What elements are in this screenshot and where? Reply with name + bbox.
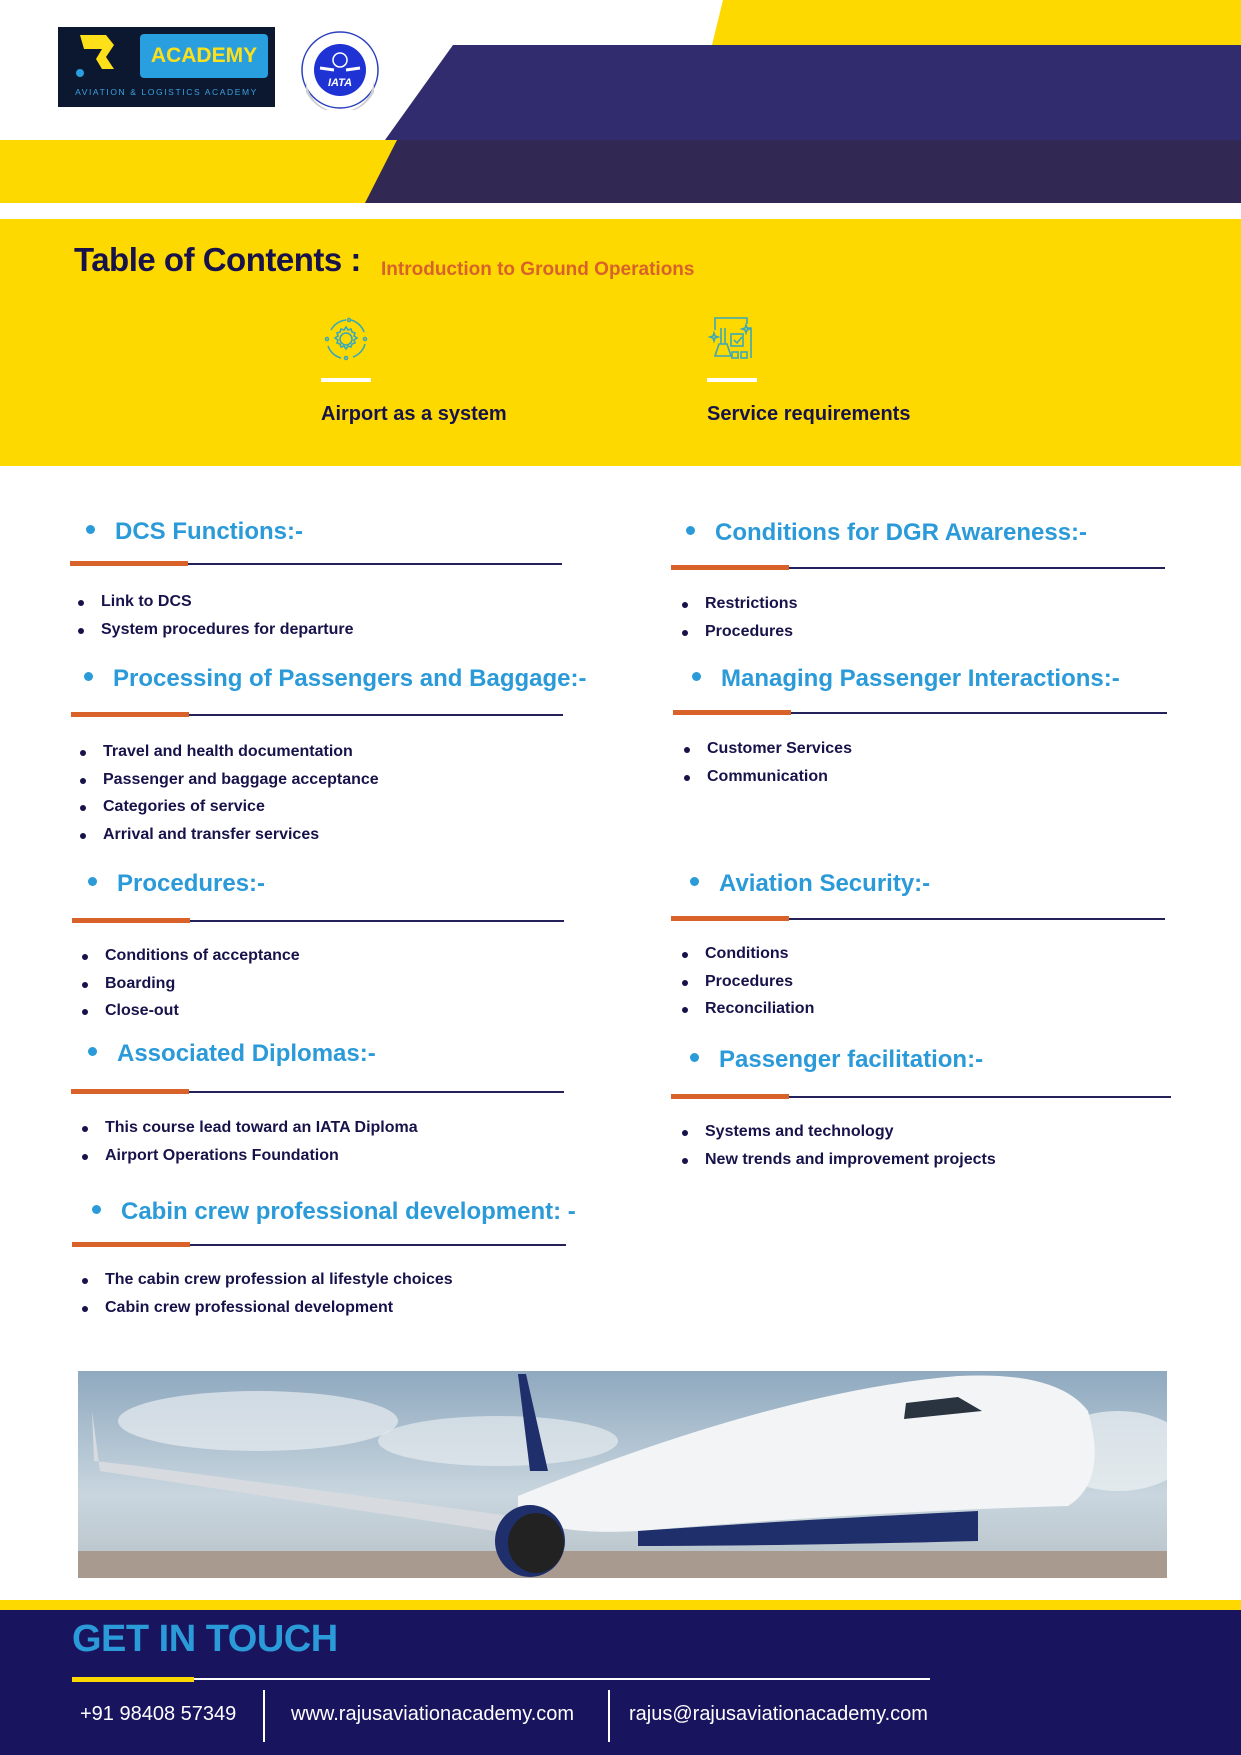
list-item: Systems and technology bbox=[682, 1118, 996, 1146]
email-link[interactable]: rajus@rajusaviationacademy.com bbox=[629, 1703, 928, 1725]
list-item: Conditions of acceptance bbox=[82, 942, 300, 970]
section-list-cabin-crew bbox=[82, 1266, 453, 1321]
section-list-procedures bbox=[82, 942, 300, 1025]
service-checklist-icon bbox=[707, 314, 757, 364]
list-item: System procedures for departure bbox=[78, 616, 354, 644]
section-rule bbox=[671, 1096, 1171, 1098]
section-list-interactions bbox=[684, 735, 852, 790]
section-list-diplomas bbox=[82, 1114, 418, 1169]
feature-label: Airport as a system bbox=[321, 403, 507, 425]
list-item: Procedures bbox=[682, 618, 797, 646]
section-rule bbox=[673, 712, 1167, 714]
section-rule bbox=[72, 920, 564, 922]
academy-label: ACADEMY bbox=[140, 34, 268, 78]
list-item: Categories of service bbox=[80, 793, 379, 821]
footer-heading: GET IN TOUCH bbox=[72, 1618, 338, 1660]
section-heading-procedures: Procedures:- bbox=[88, 870, 265, 898]
r-logo-icon bbox=[76, 35, 116, 79]
bullet-icon bbox=[84, 672, 93, 681]
section-list-security bbox=[682, 940, 814, 1023]
course-subtitle: Introduction to Ground Operations bbox=[381, 259, 695, 280]
airplane-image-icon bbox=[78, 1371, 1167, 1578]
section-heading-dgr: Conditions for DGR Awareness:- bbox=[686, 519, 1087, 547]
list-item: Close-out bbox=[82, 997, 300, 1025]
bullet-icon bbox=[690, 877, 699, 886]
feature-service-requirements bbox=[707, 314, 910, 426]
section-list-processing bbox=[80, 738, 379, 848]
section-heading-processing: Processing of Passengers and Baggage:- bbox=[84, 665, 586, 693]
footer-divider bbox=[263, 1690, 265, 1742]
page-title: Table of Contents : bbox=[74, 241, 361, 278]
list-item: This course lead toward an IATA Diploma bbox=[82, 1114, 418, 1142]
bullet-icon bbox=[86, 525, 95, 534]
section-rule bbox=[70, 563, 562, 565]
bullet-icon bbox=[88, 877, 97, 886]
bullet-icon bbox=[88, 1047, 97, 1056]
academy-logo bbox=[58, 27, 275, 107]
bullet-icon bbox=[92, 1205, 101, 1214]
section-rule bbox=[71, 714, 563, 716]
list-item: The cabin crew profession al lifestyle choices bbox=[82, 1266, 453, 1294]
section-rule bbox=[72, 1244, 566, 1246]
list-item: Airport Operations Foundation bbox=[82, 1142, 418, 1170]
list-item: Boarding bbox=[82, 970, 300, 998]
feature-underline bbox=[321, 378, 371, 382]
list-item: Restrictions bbox=[682, 590, 797, 618]
aircraft-photo bbox=[78, 1371, 1167, 1578]
footer-divider bbox=[608, 1690, 610, 1742]
list-item: Travel and health documentation bbox=[80, 738, 379, 766]
list-item: Conditions bbox=[682, 940, 814, 968]
section-rule bbox=[71, 1091, 564, 1093]
phone-link[interactable]: +91 98408 57349 bbox=[80, 1703, 237, 1725]
section-heading-cabin-crew: Cabin crew professional development: - bbox=[92, 1198, 576, 1226]
section-heading-interactions: Managing Passenger Interactions:- bbox=[692, 665, 1120, 693]
section-rule bbox=[671, 567, 1165, 569]
list-item: Customer Services bbox=[684, 735, 852, 763]
list-item: Procedures bbox=[682, 968, 814, 996]
iata-label: IATA bbox=[327, 77, 353, 89]
section-list-dcs bbox=[78, 588, 354, 643]
gear-cycle-icon bbox=[321, 314, 371, 364]
bullet-icon bbox=[690, 1053, 699, 1062]
section-heading-security: Aviation Security:- bbox=[690, 870, 930, 898]
list-item: Arrival and transfer services bbox=[80, 821, 379, 849]
section-list-facilitation bbox=[682, 1118, 996, 1173]
list-item: Passenger and baggage acceptance bbox=[80, 766, 379, 794]
feature-airport-system bbox=[321, 314, 507, 426]
academy-tagline: AVIATION & LOGISTICS ACADEMY bbox=[75, 87, 258, 97]
footer-rule bbox=[72, 1678, 930, 1680]
section-heading-dcs: DCS Functions:- bbox=[86, 518, 303, 546]
list-item: New trends and improvement projects bbox=[682, 1146, 996, 1174]
section-heading-diplomas: Associated Diplomas:- bbox=[88, 1040, 376, 1068]
section-heading-facilitation: Passenger facilitation:- bbox=[690, 1046, 983, 1074]
footer-yellow-stripe bbox=[0, 1600, 1241, 1610]
feature-underline bbox=[707, 378, 757, 382]
list-item: Communication bbox=[684, 763, 852, 791]
iata-badge-icon bbox=[300, 30, 380, 110]
header-yellow-band bbox=[0, 140, 400, 203]
list-item: Cabin crew professional development bbox=[82, 1294, 453, 1322]
website-link[interactable]: www.rajusaviationacademy.com bbox=[291, 1703, 575, 1725]
bullet-icon bbox=[692, 672, 701, 681]
section-rule bbox=[671, 918, 1165, 920]
section-list-dgr bbox=[682, 590, 797, 645]
list-item: Link to DCS bbox=[78, 588, 354, 616]
list-item: Reconciliation bbox=[682, 995, 814, 1023]
feature-label: Service requirements bbox=[707, 403, 911, 425]
bullet-icon bbox=[686, 526, 695, 535]
